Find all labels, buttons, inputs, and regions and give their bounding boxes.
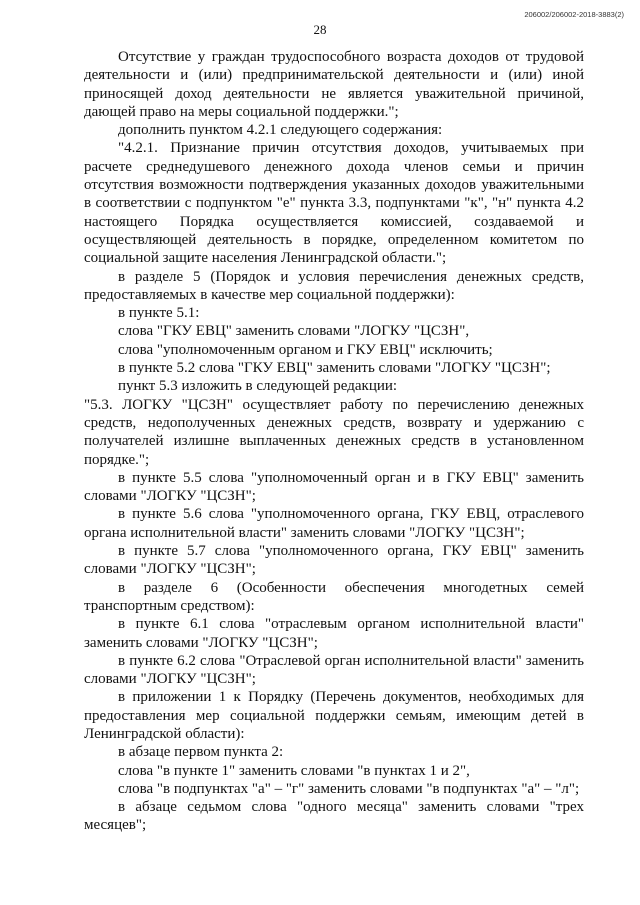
paragraph: в приложении 1 к Порядку (Перечень документов, необходимых для предоставления мер социальной поддержки семьям, имеющим детей в Ленинградской области): <box>84 689 584 742</box>
paragraph: в абзаце первом пункта 2: <box>118 744 284 761</box>
paragraph: в разделе 6 (Особенности обеспечения многодетных семей транспортным средством): <box>84 579 584 614</box>
paragraph: слова "в пункте 1" заменить словами "в пунктах 1 и 2", <box>118 762 470 779</box>
paragraph: в абзаце седьмом слова "одного месяца" заменить словами "трех месяцев"; <box>84 799 584 834</box>
paragraph: в пункте 5.2 слова "ГКУ ЕВЦ" заменить словами "ЛОГКУ "ЦСЗН"; <box>118 360 551 377</box>
paragraph: в пункте 5.6 слова "уполномоченного органа, ГКУ ЕВЦ, отраслевого органа исполнительной власти" заменить словами "ЛОГКУ "ЦСЗН"; <box>84 506 584 541</box>
paragraph: "5.3. ЛОГКУ "ЦСЗН" осуществляет работу по перечислению денежных средств, недополученных денежных средств, возврату и удержанию с получателей излишне выплаченных денежных средств в установленном порядке."; <box>84 396 584 468</box>
paragraph: Отсутствие у граждан трудоспособного возраста доходов от трудовой деятельности и (или) предпринимательской деятельности и (или) иной приносящей доход деятельности не является уважительной причиной, дающей право на меры социальной поддержки."; <box>84 49 584 120</box>
paragraph: в пункте 6.2 слова "Отраслевой орган исполнительной власти" заменить словами "ЛОГКУ "ЦСЗН"; <box>84 652 584 688</box>
paragraph: слова "в подпунктах "а" – "г" заменить словами "в подпунктах "а" – "л"; <box>118 780 580 797</box>
paragraph: дополнить пунктом 4.2.1 следующего содержания: <box>118 122 443 139</box>
paragraph: "4.2.1. Признание причин отсутствия доходов, учитываемых при расчете среднедушевого денежного дохода членов семьи и причин отсутствия возможности подтверждения указанных доходов уважительными в соответствии с подпунктом "е" пункта 3.3, подпунктами "к", "н" пункта 4.2 настоящего Порядка осуществляется комиссией, создаваемой и осуществляющей деятельность в порядке, определенном комитетом по социальной защите населения Ленинградской области."; <box>84 140 584 267</box>
paragraph: в пункте 5.7 слова "уполномоченного органа, ГКУ ЕВЦ" заменить словами "ЛОГКУ "ЦСЗН"; <box>84 543 584 578</box>
paragraph: в пункте 5.5 слова "уполномоченный орган и в ГКУ ЕВЦ" заменить словами "ЛОГКУ "ЦСЗН"; <box>84 469 584 505</box>
document-body <box>84 48 584 835</box>
page-number: 28 <box>313 22 327 37</box>
paragraph: в пункте 6.1 слова "отраслевым органом исполнительной власти" заменить словами "ЛОГКУ "ЦСЗН"; <box>84 616 584 651</box>
paragraph: пункт 5.3 изложить в следующей редакции: <box>118 378 398 395</box>
paragraph: слова "ГКУ ЕВЦ" заменить словами "ЛОГКУ "ЦСЗН", <box>118 323 470 340</box>
paragraph: в разделе 5 (Порядок и условия перечисления денежных средств, предоставляемых в качестве мер социальной поддержки): <box>84 268 584 303</box>
document-id: 206002/206002-2018-3883(2) <box>524 10 624 19</box>
paragraph: в пункте 5.1: <box>118 305 200 322</box>
paragraph: слова "уполномоченным органом и ГКУ ЕВЦ" исключить; <box>118 341 493 358</box>
